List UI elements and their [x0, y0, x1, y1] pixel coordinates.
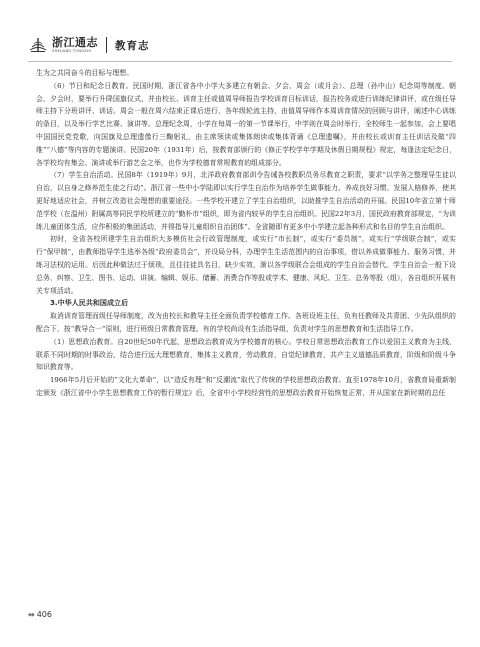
- paragraph-self-government-forms: 初时，全省各校所建学生自治组织大多模仿社会行政管理制度，或实行“市长制”，或实行“委员制”，或实行“学级联合制”，或实行“保甲制”，由教师指导学生选举各级“政府委员会”，并设局分科，办理学生生活范围内的自治事项，借以养成做事能力、服务习惯，并练习法权的运用。后因此种做法过于烦琐，且往往徒具名目，缺少实效，渐以各学级联合会组成的学生自治会替代。学生自治会一般下设总务、纠察、卫生、图书、运动、讲演、编辑、娱乐、储蓄、消费合作等股或学术、健康、风纪、卫生、总务等股（组），各自组织开展有关专项活动。: [36, 235, 456, 295]
- section-title: 教育志: [115, 39, 150, 52]
- paragraph-political-education: （1）思想政治教育。自20世纪50年代起，思想政治教育成为学校德育的核心。学校日常思想政治教育工作以爱国主义教育为主线，联系不同时期的时事政治，结合进行远大理想教育，集体主义教育，劳动教育，自觉纪律教育，共产主义道德品质教育，阶级和阶级斗争知识教育等。: [36, 337, 456, 372]
- header-divider: [106, 37, 107, 53]
- header-rule: [28, 61, 452, 62]
- page-header: [28, 32, 150, 58]
- logo-title: 浙江通志: [52, 35, 98, 49]
- page-number: 406: [36, 610, 52, 619]
- body-text: [36, 67, 456, 400]
- paragraph-festival-education: （6）节日和纪念日教育。民国时期，浙江省各中小学大多建立有朝会、夕会、周会（或月会）、总理（孙中山）纪念周等制度。朝会、夕会时，要举行升降国旗仪式，并由校长、训育主任或值周导师报告学校训育目标训话，报告校务或进行训练纪律讲评，或在级任导师主持下分班讲评、训话。周会一般在周六结束正课后进行，各年级轮流主持，由值周导师作本周训育情况的回顾与讲评，阐述中心训练的条目，以及举行学艺比赛、演讲等。总理纪念周，小学在每周一的第一节课举行，中学则在周会时举行，全校师生一起参加，会上要唱中国国民党党歌，向国旗及总理遗像行三鞠躬礼，由主席领读或集体朗读或集体背诵《总理遗嘱》，并由校长或训育主任训话及做“四维”“八德”等内容的专题演讲。民国20年（1931年）后，按教育部颁行的《修正学校学年学期及休假日期规程》规定，每逢法定纪念日，各学校均有集会、演讲或举行游艺会之举，也作为学校德育常规教育的组成部分。: [36, 81, 456, 167]
- logo-subtitle: ZHEJIANG TONGZHI: [52, 48, 92, 53]
- paragraph-continuation: 生为之共同奋斗的目标与理想。: [36, 69, 134, 77]
- paragraph-moral-education-system: 取消训育管理而级任导师制度，改为由校长和教导主任全面负责学校德育工作。各班设班主任，负有任教师及共青团、少先队组织的配合下，按“教导合一”原则，进行班级日常教育管理。有的学校尚设有生活指导组，负责对学生的思想教育和生活指导工作。: [36, 312, 456, 333]
- paragraph-student-self-government: （7）学生自治活动。民国8年（1919年）9月，北洋政府教育部训令告诫各校教职员务尽教育之职责，要求“以学务之整理导生徒以自治，以自身之修养范生徒之行动”。浙江省一些中小学陆即以实行学生自治作为培养学生做事能力、养成良好习惯、发展人格修养，使其更好地适应社会，并树立改造社会理想的重要途径。一些学校开建立了学生自治组织，以助推学生自治活动的开展。民国10年省立第十师范学校（在温州）附属高等同民学校所建立的“勤朴市”组织，即为省内较早的学生自治组织。民国22年3月，国民政府教育部规定，“为训练儿童团体生活，应作积极的集团活动，并得指导儿童组织自治团体”。全省随即有更多中小学建立起各种形式和名目的学生自治组织。: [36, 171, 457, 231]
- footer-ornament-icon: ◆◆: [28, 611, 34, 618]
- logo: [28, 36, 98, 54]
- page-footer: [28, 610, 52, 619]
- pagoda-logo-icon: [28, 36, 48, 54]
- section-heading: 3.中华人民共和国成立后: [50, 299, 129, 308]
- paragraph-cultural-revolution: 1966年5月后开始的“文化大革命”，以“造反有理”和“反潮流”取代了传统的学校思想政治教育。直至1978年10月，省教育局重新制定颁发《浙江省中小学生思想教育工作的暂行规定》后，全省中小学校经营性的思想政治教育开始恢复正常，并从国家在新时期的总任: [36, 376, 456, 397]
